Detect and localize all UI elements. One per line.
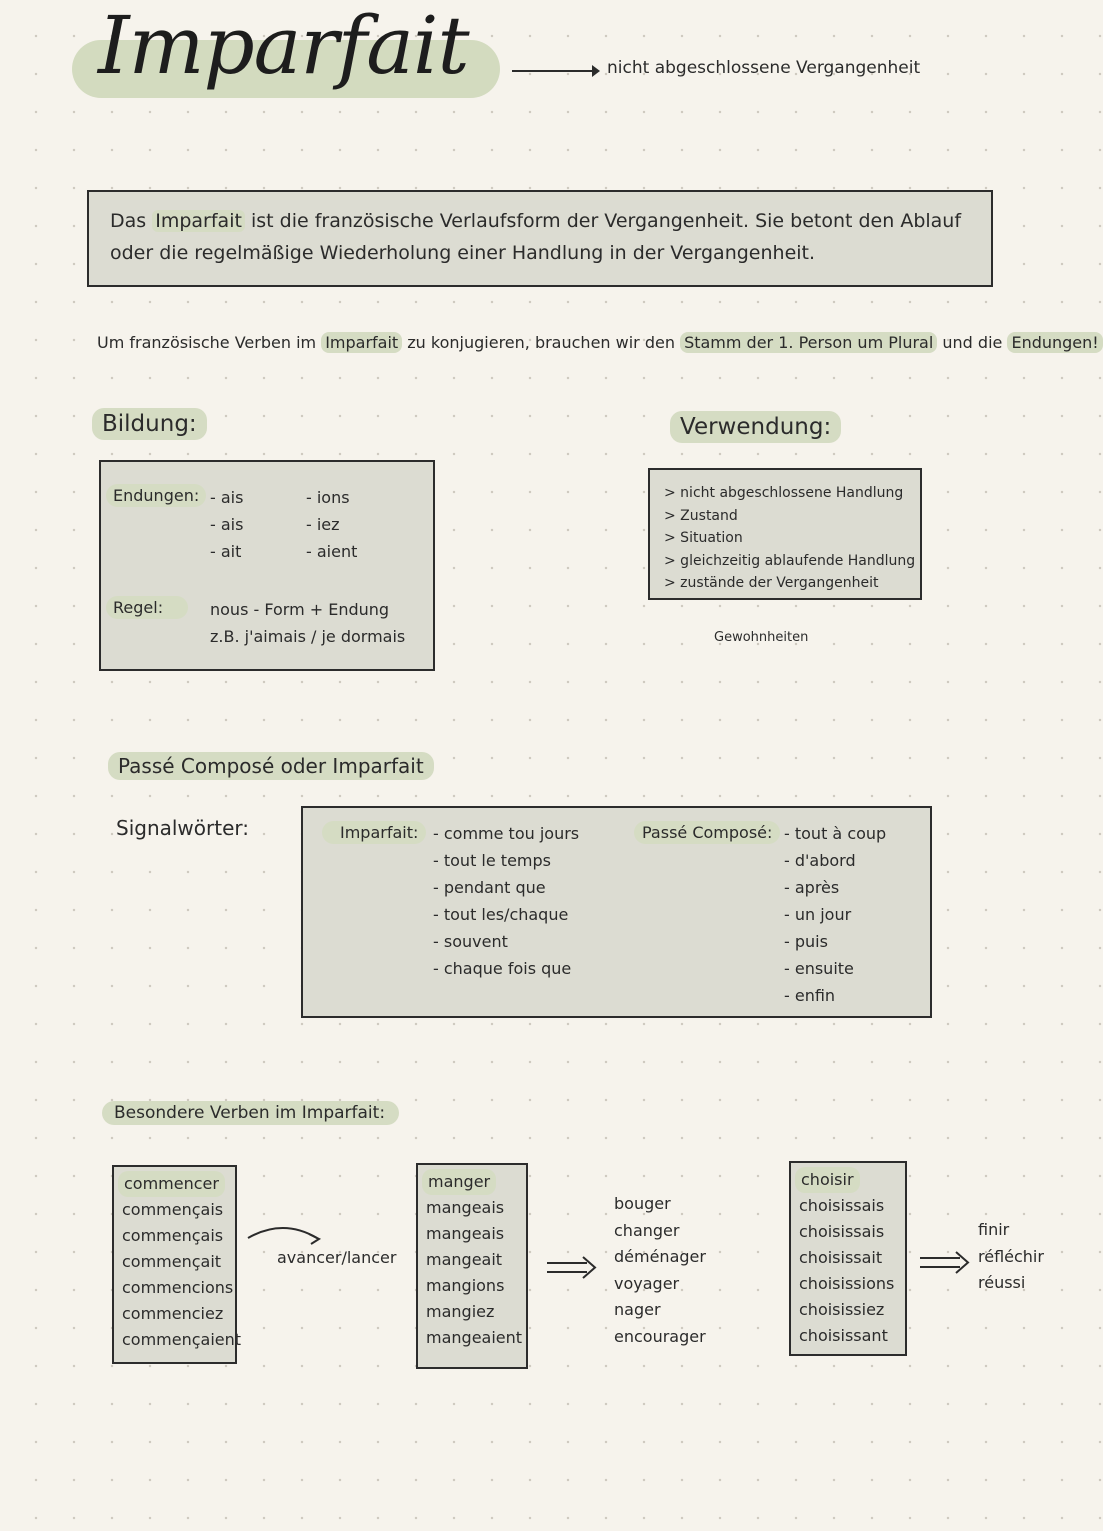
stem-text-1: Um französische Verben im <box>97 333 317 352</box>
similar-verb: nager <box>614 1300 661 1319</box>
verb-form: commenciez <box>122 1304 224 1323</box>
similar-verb: bouger <box>614 1194 671 1213</box>
imparfait-label: Imparfait: <box>322 821 426 844</box>
verb-form: choisissiez <box>799 1300 885 1319</box>
signal-word: - tout à coup <box>784 824 887 843</box>
verb-infinitive: commencer <box>118 1171 225 1197</box>
verb-form: commençaient <box>122 1330 242 1349</box>
signal-word: - après <box>784 878 840 897</box>
signal-word: - un jour <box>784 905 852 924</box>
double-arrow-icon <box>918 1250 970 1276</box>
manger-box <box>416 1163 528 1369</box>
verb-form: choisissait <box>799 1248 883 1267</box>
stem-highlight-imparfait: Imparfait <box>321 332 402 353</box>
similar-verb: changer <box>614 1220 680 1240</box>
ending: - iez <box>306 515 340 534</box>
verb-form: mangeaient <box>426 1328 523 1347</box>
signal-word: - enfin <box>784 986 836 1005</box>
choisir-box <box>789 1161 907 1356</box>
double-arrow-icon <box>545 1255 597 1281</box>
similar-verb: déménager <box>614 1247 706 1266</box>
special-verbs-heading: Besondere Verben im Imparfait: <box>102 1101 399 1125</box>
subtitle: nicht abgeschlossene Vergangenheit <box>607 58 921 78</box>
signal-word: - tout les/chaque <box>433 905 569 924</box>
bildung-heading: Bildung: <box>92 408 207 440</box>
signal-word: - puis <box>784 932 828 951</box>
signal-word: - comme tou jours <box>433 824 580 843</box>
similar-verb: réfléchir <box>978 1246 1044 1266</box>
stem-sentence <box>97 331 1103 355</box>
commencer-box <box>112 1165 242 1364</box>
list-item: > zustände der Vergangenheit <box>664 575 879 591</box>
rule <box>210 596 405 650</box>
verwendung-heading: Verwendung: <box>670 411 841 443</box>
verb-infinitive: manger <box>422 1169 496 1195</box>
ending: - ais <box>210 515 244 534</box>
verb-form: mangeait <box>426 1250 503 1269</box>
verb-form: choisissant <box>799 1326 888 1345</box>
verb-form: mangiez <box>426 1302 495 1321</box>
rule-example: z.B. j'aimais / je dormais <box>210 627 406 646</box>
endings-col1 <box>210 484 243 565</box>
verwendung-list <box>664 482 915 595</box>
list-item: > Zustand <box>664 507 738 524</box>
verb-form: commencions <box>122 1278 234 1297</box>
pc-label: Passé Composé: <box>634 821 780 844</box>
intro-post: ist die französische Verlaufsform der Vergangenheit. Sie betont den Ablauf oder die regelmäßige Wiederholung einer Handlung in der Vergangenheit. <box>110 210 962 264</box>
signal-word: - pendant que <box>433 878 546 897</box>
verb-form: choisissions <box>799 1274 895 1293</box>
stem-text-2: zu konjugieren, brauchen wir den <box>407 333 675 352</box>
verb-form: choisissais <box>799 1222 885 1241</box>
signal-word: - tout le temps <box>433 851 551 870</box>
similar-verb: finir <box>978 1220 1010 1239</box>
verb-form: choisissais <box>799 1196 885 1215</box>
list-item: > Situation <box>664 530 743 546</box>
curved-arrow-icon <box>245 1222 327 1248</box>
list-item: > gleichzeitig ablaufende Handlung <box>664 552 916 569</box>
arrow-line <box>512 70 596 72</box>
verwendung-extra: Gewohnheiten <box>714 630 809 645</box>
comparison-heading: Passé Composé oder Imparfait <box>108 752 434 780</box>
intro-text <box>110 205 970 269</box>
ending: - ais <box>210 488 244 507</box>
rule-label: Regel: <box>106 596 188 619</box>
stem-text-3: und die <box>942 333 1003 352</box>
intro-highlight: Imparfait <box>152 210 245 232</box>
imparfait-words <box>433 820 579 982</box>
signal-word: - chaque fois que <box>433 959 572 978</box>
verb-form: commençais <box>122 1226 224 1245</box>
signal-label: Signalwörter: <box>116 816 250 840</box>
similar-verb: voyager <box>614 1273 680 1293</box>
commencer-similar: avancer/lancer <box>277 1248 397 1267</box>
signal-word: - souvent <box>433 932 508 951</box>
ending: - ait <box>210 542 242 561</box>
rule-formula: nous - Form + Endung <box>210 600 390 619</box>
endings-col2 <box>306 484 357 565</box>
stem-highlight-stamm: Stamm der 1. Person um Plural <box>680 332 937 353</box>
verb-form: mangions <box>426 1276 505 1295</box>
list-item: > nicht abgeschlossene Handlung <box>664 485 904 501</box>
ending: - ions <box>306 488 350 507</box>
verb-form: commençais <box>122 1200 224 1219</box>
verb-form: mangeais <box>426 1198 505 1217</box>
page-title: Imparfait <box>98 0 469 92</box>
arrow-right-icon <box>592 65 600 77</box>
similar-verb: réussi <box>978 1273 1026 1292</box>
verb-form: commençait <box>122 1252 222 1271</box>
choisir-similar <box>978 1217 1044 1297</box>
ending: - aient <box>306 542 358 561</box>
signal-word: - d'abord <box>784 851 856 870</box>
verb-infinitive: choisir <box>795 1167 860 1193</box>
pc-words <box>784 820 886 1009</box>
signal-word: - ensuite <box>784 959 854 978</box>
endings-label: Endungen: <box>106 484 206 507</box>
intro-pre: Das <box>110 210 147 232</box>
stem-highlight-endungen: Endungen! <box>1007 332 1102 353</box>
manger-similar <box>614 1191 706 1350</box>
verb-form: mangeais <box>426 1224 505 1243</box>
similar-verb: encourager <box>614 1326 706 1346</box>
